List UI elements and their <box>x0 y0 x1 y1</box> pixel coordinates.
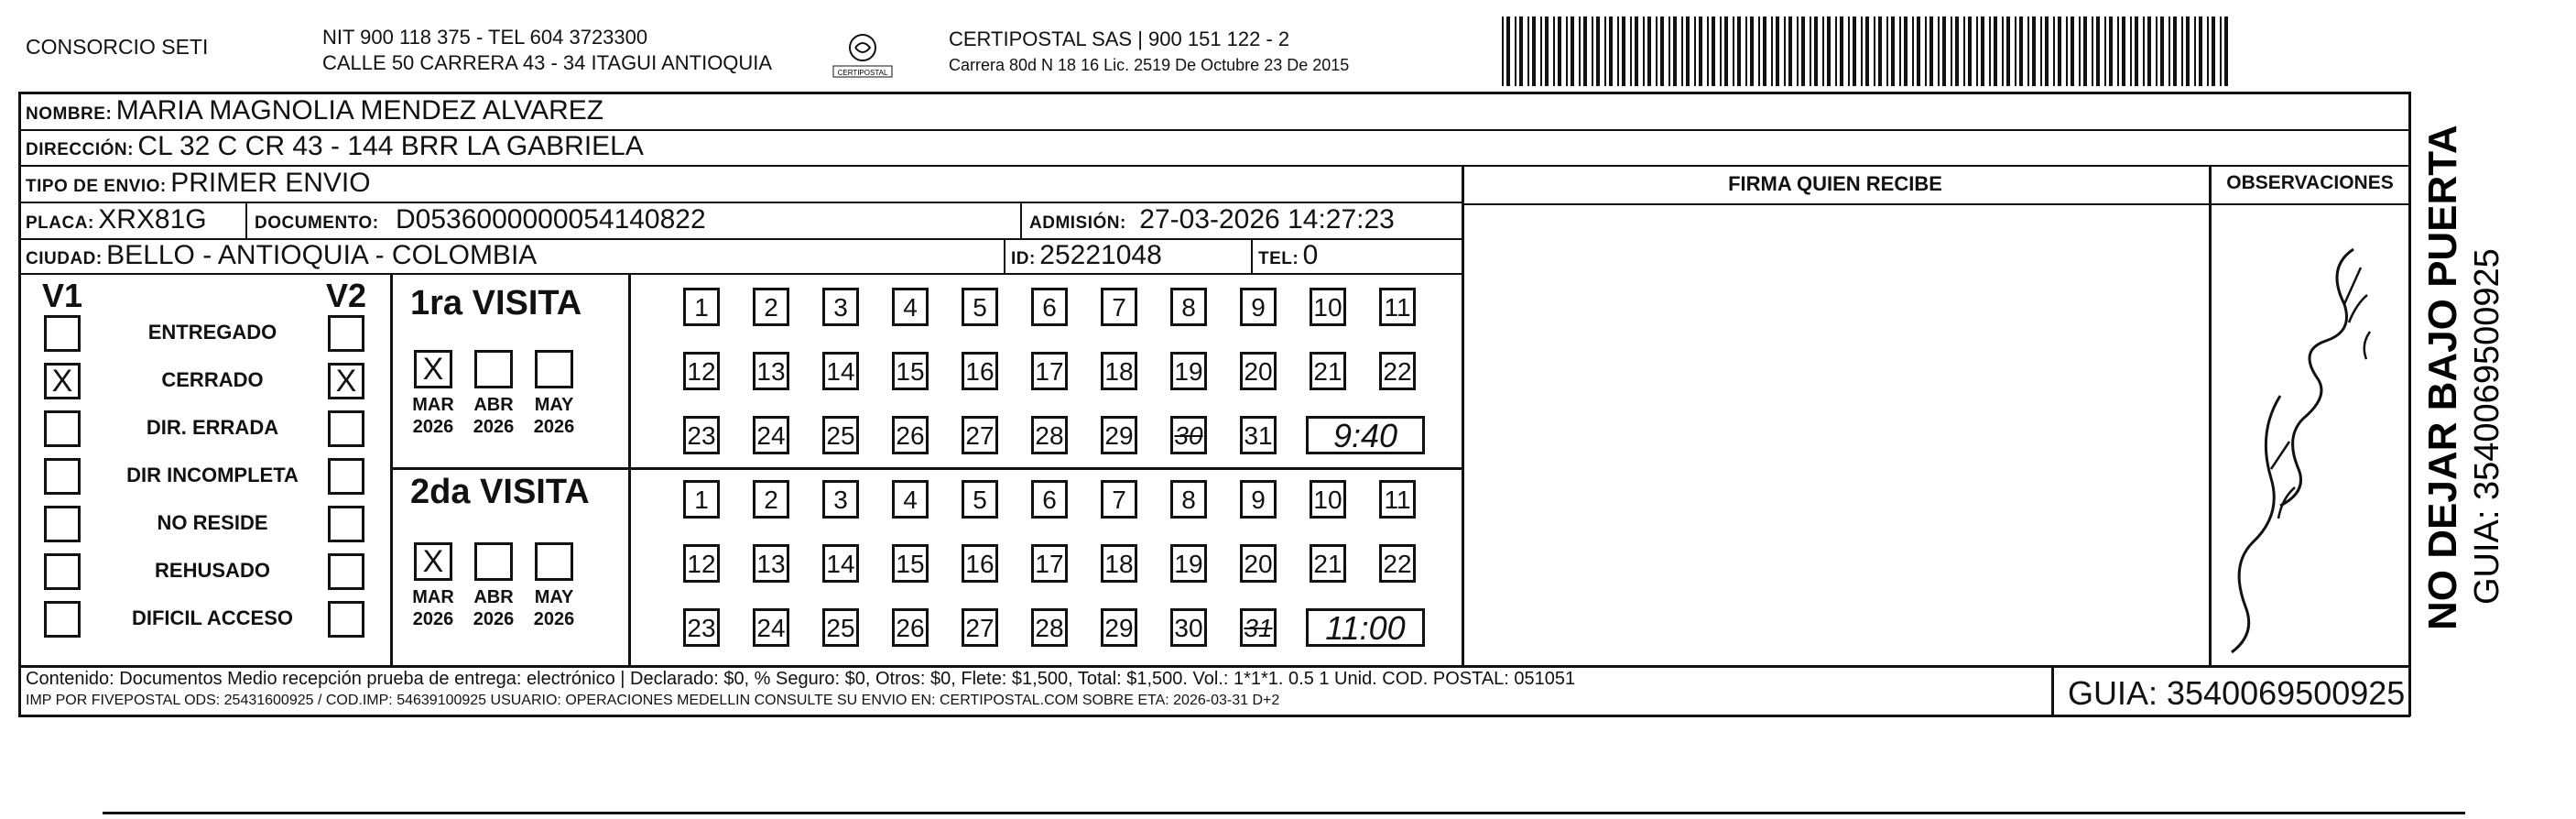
v2-checkbox[interactable] <box>328 506 364 542</box>
barcode-bar <box>1938 16 1940 86</box>
barcode-bar <box>1899 16 1901 86</box>
barcode-bar <box>1784 16 1786 86</box>
barcode-bar <box>1929 16 1933 86</box>
day-box[interactable]: 9 <box>1240 480 1277 519</box>
barcode-bar <box>1886 16 1888 86</box>
signature-header: FIRMA QUIEN RECIBE <box>1728 172 1942 195</box>
status-label: CERRADO <box>161 368 264 391</box>
month-checkbox[interactable] <box>535 542 573 581</box>
barcode-bar <box>1733 16 1734 86</box>
certipostal-logo <box>830 27 896 79</box>
day-box[interactable]: 24 <box>753 416 789 454</box>
barcode-bar <box>1874 16 1875 86</box>
city-value: BELLO - ANTIOQUIA - COLOMBIA <box>106 240 538 270</box>
signature-scribble <box>2216 213 2399 661</box>
day-box[interactable]: 14 <box>822 352 859 390</box>
barcode-bar <box>1596 16 1600 86</box>
barcode-bar <box>1853 16 1856 86</box>
admission-label: ADMISIÓN: <box>1029 213 1126 233</box>
barcode-bar <box>1724 16 1728 86</box>
barcode-bar <box>1553 16 1555 86</box>
month-label: MAR 2026 <box>412 587 454 629</box>
day-box[interactable]: 2 <box>753 480 789 519</box>
barcode-bar <box>1750 16 1754 86</box>
barcode-bar <box>2006 16 2010 86</box>
month-label: ABR 2026 <box>473 395 515 437</box>
day-box[interactable]: 26 <box>892 416 929 454</box>
status-label: DIR. ERRADA <box>146 416 279 439</box>
day-box[interactable]: 21 <box>1310 352 1346 390</box>
v2-checkbox[interactable] <box>328 315 364 352</box>
barcode-bar <box>1912 16 1914 86</box>
barcode-bar <box>2156 16 2158 86</box>
barcode-bar <box>2032 16 2036 86</box>
day-box[interactable]: 28 <box>1031 416 1068 454</box>
day-box[interactable]: 4 <box>892 480 929 519</box>
barcode-bar <box>2135 16 2138 86</box>
certipostal-line: CERTIPOSTAL SAS | 900 151 122 - 2 <box>949 27 1290 50</box>
day-box[interactable]: 5 <box>962 288 998 326</box>
day-box[interactable]: 5 <box>962 480 998 519</box>
barcode-bar <box>1592 16 1593 86</box>
day-box[interactable]: 13 <box>753 352 789 390</box>
barcode-bar <box>1609 16 1613 86</box>
barcode-bar <box>2058 16 2061 86</box>
barcode-bar <box>1545 16 1549 86</box>
shipment-type-field <box>26 168 371 199</box>
barcode-bar <box>2199 16 2202 86</box>
barcode-bar <box>2220 16 2222 86</box>
id-field <box>1011 240 1162 271</box>
document-field <box>255 204 706 235</box>
status-label: DIR INCOMPLETA <box>126 464 299 486</box>
day-box[interactable]: 27 <box>962 416 998 454</box>
barcode-bar <box>1814 16 1818 86</box>
day-box[interactable]: 1 <box>683 480 720 519</box>
barcode-bar <box>1848 16 1850 86</box>
v1-checkbox[interactable] <box>44 553 81 590</box>
barcode-bar <box>1566 16 1568 86</box>
barcode-bar <box>1712 16 1715 86</box>
day-box[interactable]: 6 <box>1031 288 1068 326</box>
barcode-bar <box>2096 16 2100 86</box>
document-value: D0536000000054140822 <box>396 204 706 235</box>
day-box[interactable]: 7 <box>1101 288 1137 326</box>
day-box[interactable]: 19 <box>1170 352 1207 390</box>
day-box[interactable]: 29 <box>1101 416 1137 454</box>
day-box[interactable]: 10 <box>1310 480 1346 519</box>
barcode-bar <box>1797 16 1799 86</box>
barcode-bar <box>2173 16 2177 86</box>
barcode-bar <box>2083 16 2087 86</box>
day-box[interactable]: 17 <box>1031 352 1068 390</box>
id-value: 25221048 <box>1039 240 1162 270</box>
observations-header: OBSERVACIONES <box>2226 172 2394 193</box>
v2-checkbox[interactable] <box>328 458 364 495</box>
day-box[interactable]: 7 <box>1101 480 1137 519</box>
month-label: ABR 2026 <box>473 587 515 629</box>
day-box[interactable]: 28 <box>1031 608 1068 647</box>
day-box[interactable]: 2 <box>753 288 789 326</box>
status-label: NO RESIDE <box>157 511 268 534</box>
v1-header: V1 <box>42 277 83 314</box>
barcode-bar <box>1694 16 1696 86</box>
v1-checkbox[interactable] <box>44 601 81 638</box>
barcode-bar <box>1643 16 1645 86</box>
barcode-bar <box>2224 16 2228 86</box>
barcode-bar <box>2160 16 2164 86</box>
shipment-type-label: TIPO DE ENVIO: <box>26 177 167 196</box>
barcode-bar <box>1532 16 1536 86</box>
city-label: CIUDAD: <box>26 249 103 268</box>
barcode-bar <box>2002 16 2004 86</box>
name-field <box>26 95 603 126</box>
barcode-bar <box>2015 16 2016 86</box>
status-label: DIFICIL ACCESO <box>131 606 293 629</box>
barcode-bar <box>1955 16 1959 86</box>
admission-value: 27-03-2026 14:27:23 <box>1139 204 1395 235</box>
plate-field <box>26 204 207 235</box>
barcode-bar <box>2040 16 2042 86</box>
day-box[interactable]: 15 <box>892 544 929 583</box>
day-box[interactable]: 18 <box>1101 544 1137 583</box>
v2-checkbox[interactable] <box>328 601 364 638</box>
barcode-bar <box>1707 16 1709 86</box>
barcode-bar <box>1622 16 1625 86</box>
barcode-bar <box>1630 16 1632 86</box>
day-box[interactable]: 11 <box>1379 480 1416 519</box>
imp-line: IMP POR FIVEPOSTAL ODS: 25431600925 / COD.IMP: 54639100925 USUARIO: OPERACIONES MEDELLIN CONSULTE SU ENVIO EN: CERTIPOSTAL.COM SOBRE ETA: 2026-03-31 D+2 <box>26 693 1280 708</box>
barcode-bar <box>1604 16 1606 86</box>
barcode-bar <box>1720 16 1722 86</box>
address-value: CL 32 C CR 43 - 144 BRR LA GABRIELA <box>137 131 644 161</box>
no-dejar-bajo-puerta: NO DEJAR BAJO PUERTA <box>2420 125 2465 630</box>
v1-checkbox[interactable] <box>44 410 81 447</box>
barcode-bar <box>1673 16 1677 86</box>
admission-field <box>1029 204 1395 235</box>
day-box[interactable]: 31 <box>1240 416 1277 454</box>
barcode-bar <box>1668 16 1670 86</box>
barcode-bar <box>1540 16 1542 86</box>
barcode-bar <box>2066 16 2068 86</box>
month-checkbox[interactable]: X <box>414 542 452 581</box>
bottom-edge <box>103 812 2465 814</box>
barcode-bar <box>1917 16 1920 86</box>
barcode-bar <box>2122 16 2125 86</box>
barcode-bar <box>1822 16 1824 86</box>
month-label: MAY 2026 <box>533 395 575 437</box>
barcode-bar <box>1686 16 1690 86</box>
day-box[interactable]: 26 <box>892 608 929 647</box>
barcode-bar <box>1763 16 1766 86</box>
day-box[interactable]: 21 <box>1310 544 1346 583</box>
barcode-bar <box>1951 16 1952 86</box>
barcode-bar <box>2143 16 2145 86</box>
barcode-bar <box>1840 16 1843 86</box>
day-box[interactable]: 16 <box>962 544 998 583</box>
city-field <box>26 240 537 271</box>
visit1-title: 1ra VISITA <box>410 284 582 322</box>
barcode-bar <box>2207 16 2209 86</box>
v1-checkbox[interactable] <box>44 315 81 352</box>
barcode-bar <box>1617 16 1619 86</box>
barcode-bar <box>1571 16 1574 86</box>
barcode-bar <box>1758 16 1760 86</box>
day-box[interactable]: 17 <box>1031 544 1068 583</box>
barcode-bar <box>1963 16 1965 86</box>
day-box[interactable]: 24 <box>753 608 789 647</box>
barcode-bar <box>2053 16 2055 86</box>
barcode-bar <box>2181 16 2183 86</box>
barcode-bar <box>1745 16 1747 86</box>
barcode-bar <box>1904 16 1908 86</box>
time-box[interactable]: 9:40 <box>1306 416 1425 454</box>
day-box[interactable]: 22 <box>1379 544 1416 583</box>
day-box[interactable]: 16 <box>962 352 998 390</box>
barcode-bar <box>2045 16 2049 86</box>
barcode-bar <box>1925 16 1927 86</box>
month-checkbox[interactable] <box>474 542 513 581</box>
footer-guia: GUIA: 3540069500925 <box>2068 674 2406 712</box>
day-box[interactable]: 18 <box>1101 352 1137 390</box>
day-box[interactable]: 25 <box>822 416 859 454</box>
content-line: Contenido: Documentos Medio recepción prueba de entrega: electrónico | Declarado: $0, % Seguro: $0, Otros: $0, Flete: $1,500, Total: $1,500. Vol.: 1*1*1. 0.5 1 Unid. COD. POSTAL: 051051 <box>26 669 1576 689</box>
barcode-bar <box>1976 16 1978 86</box>
day-box[interactable]: 23 <box>683 608 720 647</box>
barcode-bar <box>1699 16 1702 86</box>
license-line: Carrera 80d N 18 16 Lic. 2519 De Octubre 23 De 2015 <box>949 56 1350 74</box>
barcode-bar <box>2147 16 2151 86</box>
barcode-bar <box>1827 16 1831 86</box>
barcode-bar <box>1771 16 1773 86</box>
day-box[interactable]: 25 <box>822 608 859 647</box>
address-label: DIRECCIÓN: <box>26 140 134 159</box>
month-label: MAY 2026 <box>533 587 575 629</box>
day-box[interactable]: 30 <box>1170 416 1207 454</box>
day-box[interactable]: 10 <box>1310 288 1346 326</box>
v1-checkbox[interactable] <box>44 458 81 495</box>
barcode-bar <box>1994 16 1997 86</box>
barcode-bar <box>1515 16 1516 86</box>
status-label: ENTREGADO <box>147 321 277 344</box>
day-box[interactable]: 8 <box>1170 480 1207 519</box>
day-box[interactable]: 6 <box>1031 480 1068 519</box>
side-text <box>2407 92 2507 632</box>
barcode-bar <box>1776 16 1779 86</box>
barcode-bar <box>1968 16 1972 86</box>
day-box[interactable]: 3 <box>822 480 859 519</box>
month-label: MAR 2026 <box>412 395 454 437</box>
barcode-bar <box>1583 16 1587 86</box>
plate-value: XRX81G <box>98 204 207 235</box>
barcode-bar <box>1656 16 1658 86</box>
barcode-bar <box>1558 16 1561 86</box>
day-box[interactable]: 29 <box>1101 608 1137 647</box>
tel-value: 0 <box>1302 240 1319 270</box>
barcode-bar <box>2212 16 2215 86</box>
day-box[interactable]: 20 <box>1240 544 1277 583</box>
barcode-bar <box>2019 16 2023 86</box>
barcode-bar <box>1891 16 1895 86</box>
barcode-bar <box>1801 16 1805 86</box>
address-field <box>26 131 644 162</box>
barcode-bar <box>2117 16 2119 86</box>
barcode-bar <box>1810 16 1811 86</box>
day-box[interactable]: 30 <box>1170 608 1207 647</box>
barcode-bar <box>2130 16 2132 86</box>
barcode-bar <box>1647 16 1651 86</box>
month-checkbox[interactable] <box>535 350 573 388</box>
day-box[interactable]: 14 <box>822 544 859 583</box>
name-label: NOMBRE: <box>26 104 113 124</box>
barcode-bar <box>1835 16 1837 86</box>
barcode-bar <box>1506 16 1510 86</box>
company-name: CONSORCIO SETI <box>26 35 209 59</box>
day-box[interactable]: 22 <box>1379 352 1416 390</box>
barcode-bar <box>1579 16 1581 86</box>
barcode-bar <box>2109 16 2113 86</box>
name-value: MARIA MAGNOLIA MENDEZ ALVAREZ <box>115 95 604 126</box>
barcode-bar <box>1502 16 1504 86</box>
day-box[interactable]: 12 <box>683 352 720 390</box>
barcode-bar <box>1861 16 1863 86</box>
id-label: ID: <box>1011 249 1036 268</box>
barcode-bar <box>2194 16 2196 86</box>
barcode-bar <box>1737 16 1741 86</box>
v1-checkbox[interactable] <box>44 506 81 542</box>
status-label: REHUSADO <box>155 559 270 582</box>
day-box[interactable]: 13 <box>753 544 789 583</box>
day-box[interactable]: 9 <box>1240 288 1277 326</box>
day-box[interactable]: 19 <box>1170 544 1207 583</box>
barcode-bar <box>2079 16 2081 86</box>
company-address: CALLE 50 CARRERA 43 - 34 ITAGUI ANTIOQUIA <box>322 51 773 74</box>
day-box[interactable]: 8 <box>1170 288 1207 326</box>
day-box[interactable]: 27 <box>962 608 998 647</box>
month-checkbox[interactable]: X <box>414 350 452 388</box>
handwritten-signatures <box>2216 213 2399 661</box>
shipment-type-value: PRIMER ENVIO <box>170 168 371 198</box>
barcode-bar <box>1635 16 1638 86</box>
barcode-bar <box>2092 16 2093 86</box>
month-checkbox[interactable] <box>474 350 513 388</box>
tel-field <box>1258 240 1318 271</box>
barcode-bar <box>1681 16 1683 86</box>
visit2-title: 2da VISITA <box>410 473 590 511</box>
day-box[interactable]: 11 <box>1379 288 1416 326</box>
barcode-bar <box>1660 16 1664 86</box>
document-label: DOCUMENTO: <box>255 213 379 233</box>
barcode-bar <box>2168 16 2170 86</box>
barcode-bar <box>2186 16 2190 86</box>
v1-checkbox[interactable]: X <box>44 363 81 399</box>
nit-line: NIT 900 118 375 - TEL 604 3723300 <box>322 26 648 49</box>
barcode-bar <box>1942 16 1946 86</box>
barcode-bar <box>1989 16 1991 86</box>
svg-text:CERTIPOSTAL: CERTIPOSTAL <box>837 69 888 77</box>
side-guia: GUIA: 3540069500925 <box>2468 248 2506 605</box>
day-box[interactable]: 3 <box>822 288 859 326</box>
time-box[interactable]: 11:00 <box>1306 608 1425 647</box>
day-box[interactable]: 1 <box>683 288 720 326</box>
day-box[interactable]: 12 <box>683 544 720 583</box>
plate-label: PLACA: <box>26 213 94 233</box>
tel-label: TEL: <box>1258 249 1299 268</box>
barcode <box>1502 16 2231 86</box>
v2-checkbox[interactable]: X <box>328 363 364 399</box>
barcode-bar <box>1865 16 1869 86</box>
day-box[interactable]: 15 <box>892 352 929 390</box>
barcode-bar <box>1878 16 1882 86</box>
barcode-bar <box>2027 16 2029 86</box>
day-box[interactable]: 31 <box>1240 608 1277 647</box>
v2-header: V2 <box>326 277 367 314</box>
v2-checkbox[interactable] <box>328 410 364 447</box>
v2-checkbox[interactable] <box>328 553 364 590</box>
barcode-bar <box>1519 16 1523 86</box>
barcode-bar <box>2104 16 2106 86</box>
day-box[interactable]: 20 <box>1240 352 1277 390</box>
barcode-bar <box>2071 16 2074 86</box>
day-box[interactable]: 4 <box>892 288 929 326</box>
barcode-bar <box>1527 16 1529 86</box>
barcode-bar <box>1788 16 1792 86</box>
barcode-bar <box>1981 16 1984 86</box>
day-box[interactable]: 23 <box>683 416 720 454</box>
